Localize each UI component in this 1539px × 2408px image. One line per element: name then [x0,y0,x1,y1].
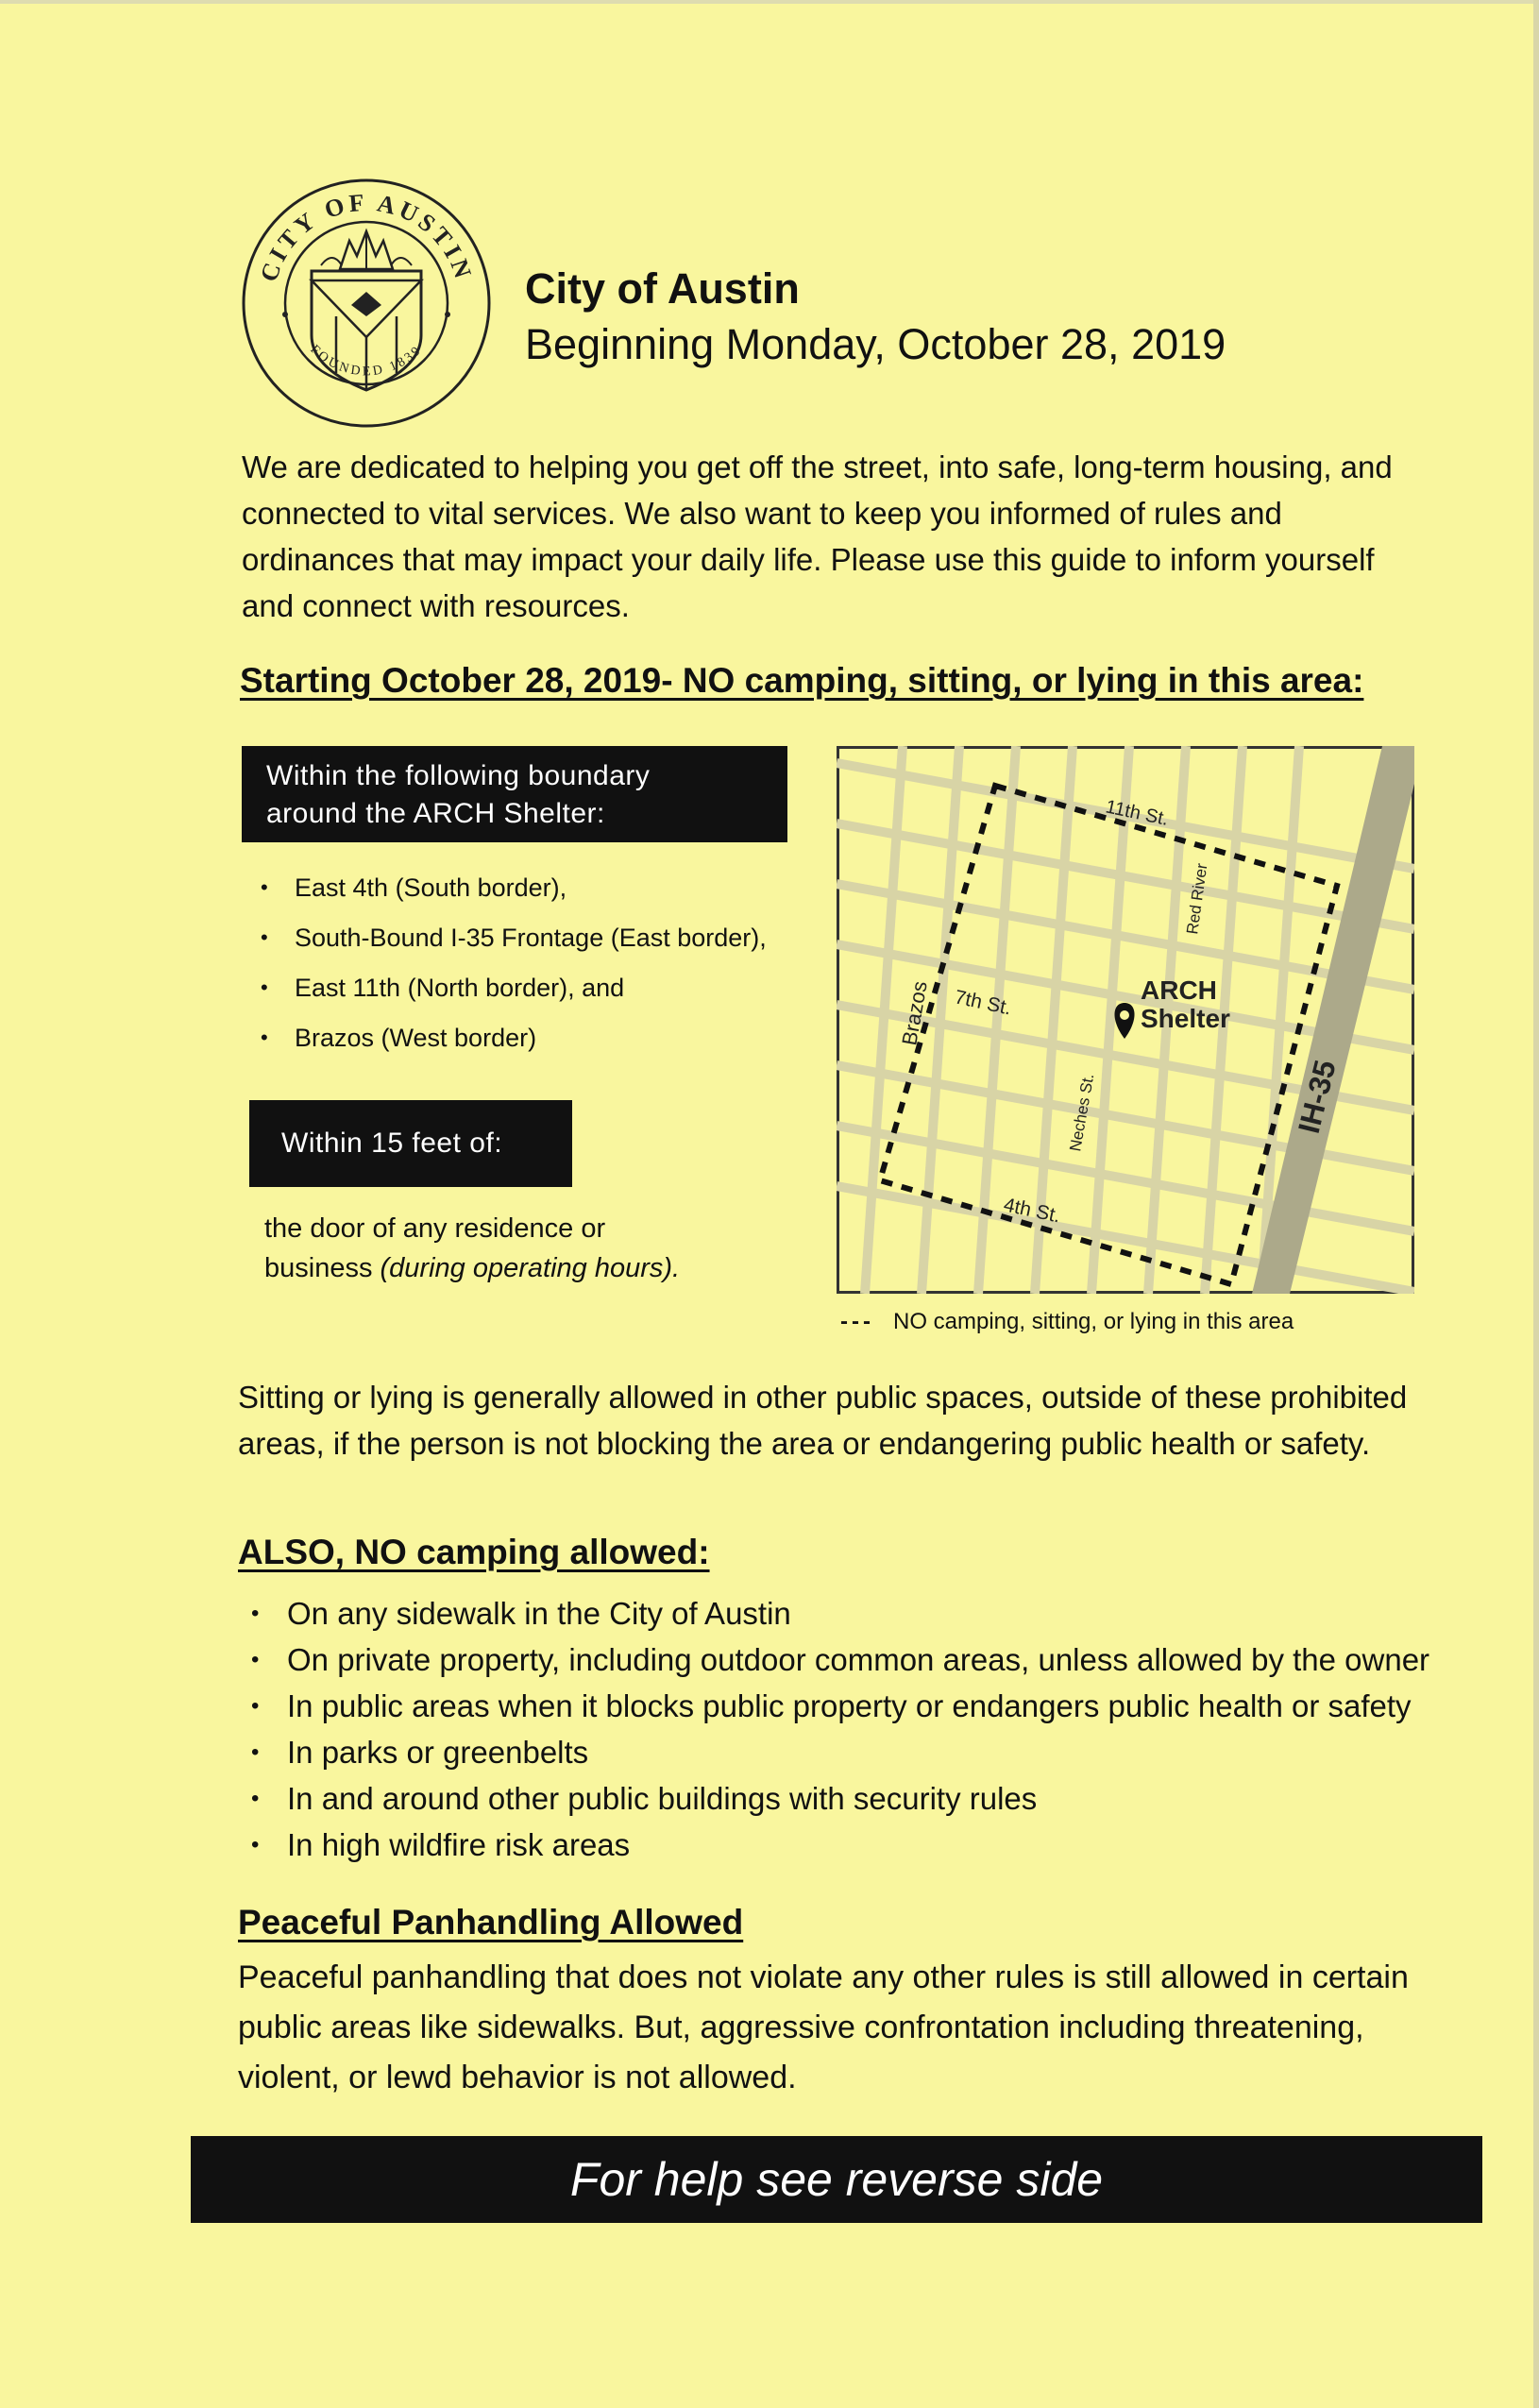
also-list [247,1590,1429,1868]
map-label-ih35: IH-35 [1291,1057,1343,1137]
door-text-line2 [264,1248,680,1288]
list-item: • On any sidewalk in the City of Austin [247,1590,1429,1636]
list-item: • In high wildfire risk areas [247,1822,1429,1868]
map-label-4th: 4th St. [1001,1194,1063,1228]
map-label-7th: 7th St. [952,986,1014,1020]
title-block [525,263,1226,374]
map-label-11th: 11th St. [1103,796,1171,830]
help-bar: For help see reverse side [191,2136,1482,2223]
city-seal-logo [238,175,495,432]
panhandling-heading: Peaceful Panhandling Allowed [238,1903,744,1942]
arch-boundary-map [837,746,1414,1294]
panhandling-paragraph: Peaceful panhandling that does not violate any other rules is still allowed in certain public areas like sidewalks. But, aggressive confrontation including threatening, violent, or lewd behavior is not allowed. [238,1959,1409,2095]
also-heading: ALSO, NO camping allowed: [238,1533,710,1571]
list-item: • On private property, including outdoor common areas, unless allowed by the owner [247,1636,1429,1683]
map-label-shelter: Shelter [1141,1004,1230,1033]
list-item: • In parks or greenbelts [247,1729,1429,1775]
boundary-box-line1: Within the following boundary [266,760,651,791]
legend-text: NO camping, sitting, or lying in this area [892,1309,1294,1334]
seal-top-text: CITY OF AUSTIN [254,188,479,285]
door-text-italic: (during operating hours). [380,1253,681,1283]
map-legend [840,1309,1294,1335]
boundary-box [242,746,787,842]
intro-paragraph: We are dedicated to helping you get off the street, into safe, long-term housing, and connected to vital services. We also want to keep you informed of rules and ordinances that may impact your daily life. Please use this guide to inform yourself and connect with resources. [242,449,1393,623]
seal-bottom-text: FOUNDED 1839 [307,342,426,380]
starting-heading: Starting October 28, 2019- NO camping, sitting, or lying in this area: [240,661,1364,700]
title-city: City of Austin [525,264,800,313]
door-text-plain: business [264,1253,381,1283]
legend-dash-icon: --- [840,1309,874,1334]
list-item: • Brazos (West border) [261,1019,767,1069]
boundary-box-line2: around the ARCH Shelter: [266,798,605,829]
list-item: • East 11th (North border), and [261,969,767,1019]
sitting-paragraph: Sitting or lying is generally allowed in other public spaces, outside of these prohibited areas, if the person is not blocking the area or endangering public health or safety. [238,1380,1408,1461]
map-label-arch: ARCH [1141,975,1217,1005]
boundary-list [261,869,767,1069]
map-label-neches: Neches St. [1066,1072,1098,1153]
door-text-line1: the door of any residence or [264,1213,606,1244]
page-edge-top [0,0,1539,4]
list-item: • East 4th (South border), [261,869,767,919]
door-text [264,1209,680,1288]
map-label-red-river: Red River [1183,862,1211,936]
list-item: • South-Bound I-35 Frontage (East border), [261,919,767,969]
title-date: Beginning Monday, October 28, 2019 [525,320,1226,368]
list-item: • In and around other public buildings with security rules [247,1775,1429,1822]
list-item: • In public areas when it blocks public property or endangers public health or safety [247,1683,1429,1729]
map-label-brazos: Brazos [897,979,932,1047]
page-edge-right [1533,0,1539,2408]
within-box: Within 15 feet of: [249,1100,572,1187]
